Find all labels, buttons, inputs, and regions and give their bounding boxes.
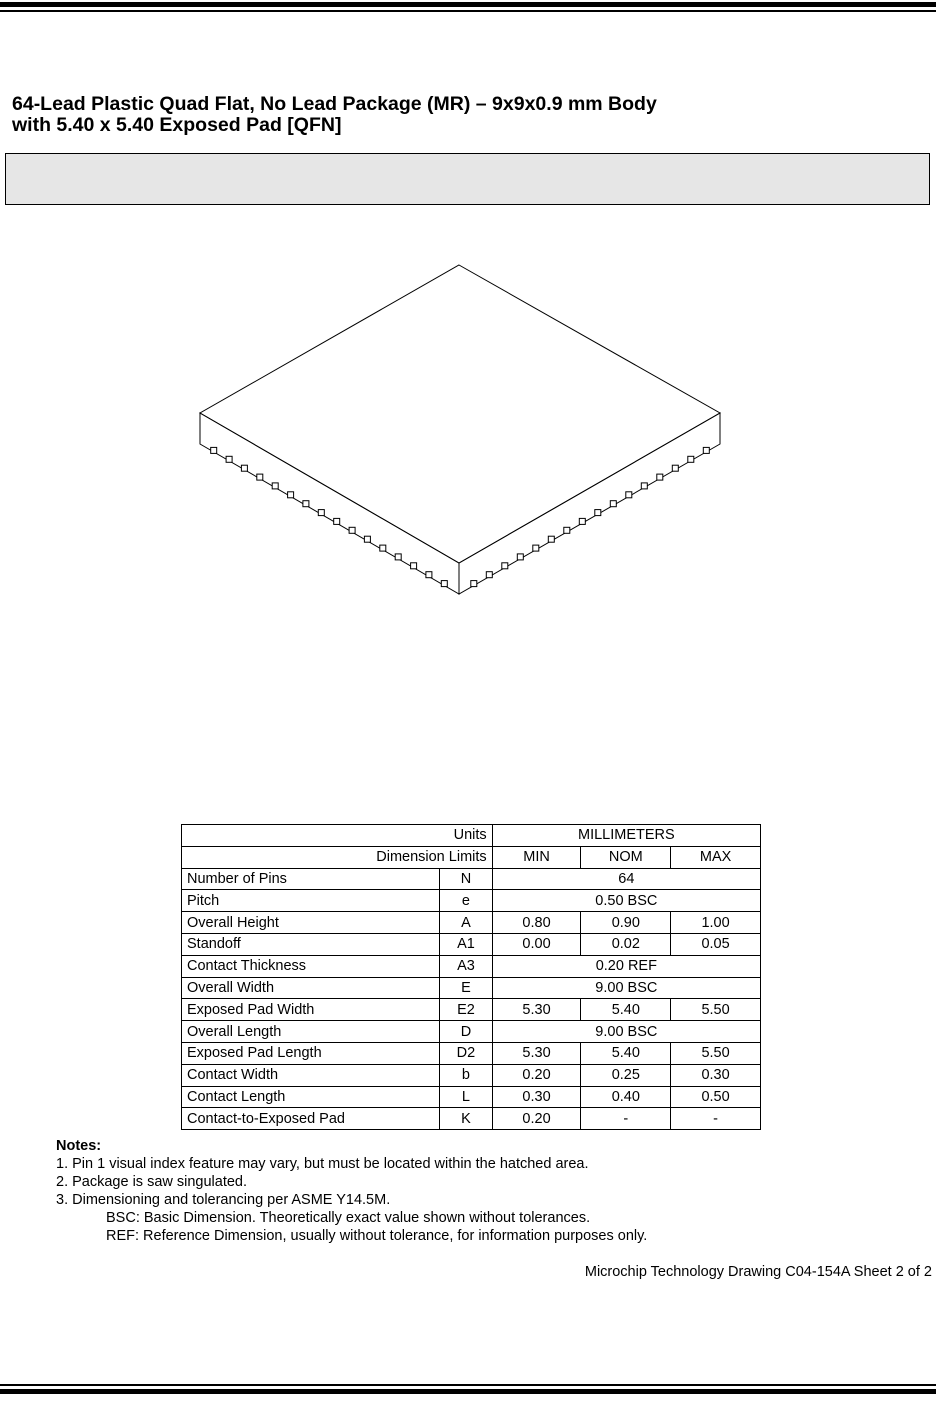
table-row <box>182 933 761 955</box>
table-header-units-row <box>182 825 761 847</box>
row-min: 5.30 <box>492 1042 581 1064</box>
col-min-header: MIN <box>492 846 581 868</box>
title-line-1: 64-Lead Plastic Quad Flat, No Lead Package (MR) – 9x9x0.9 mm Body <box>12 93 657 115</box>
contact-pad <box>486 572 492 578</box>
row-nom: 0.02 <box>581 933 671 955</box>
package-right-face <box>459 413 720 594</box>
contact-pad <box>672 465 678 471</box>
contact-pad <box>579 518 585 524</box>
table-row <box>182 977 761 999</box>
row-name: Contact Width <box>182 1064 440 1086</box>
package-left-face <box>200 413 459 594</box>
row-min: 0.20 <box>492 1108 581 1130</box>
row-min: 0.80 <box>492 912 581 934</box>
row-min: 0.20 <box>492 1064 581 1086</box>
row-symbol: N <box>440 868 492 890</box>
row-name: Pitch <box>182 890 440 912</box>
dimensions-table <box>181 824 761 1130</box>
contact-pad <box>288 492 294 498</box>
contact-pad <box>364 536 370 542</box>
row-min: 0.30 <box>492 1086 581 1108</box>
package-top-face <box>200 265 720 563</box>
row-value-span: 0.20 REF <box>492 955 760 977</box>
notes-section <box>56 1137 647 1245</box>
contact-pad <box>318 510 324 516</box>
row-symbol: e <box>440 890 492 912</box>
right-side-contacts <box>471 447 710 586</box>
row-nom: - <box>581 1108 671 1130</box>
contact-pad <box>380 545 386 551</box>
table-row <box>182 912 761 934</box>
row-max: 0.05 <box>671 933 761 955</box>
row-value-span: 64 <box>492 868 760 890</box>
contact-pad <box>564 527 570 533</box>
note-1: 1. Pin 1 visual index feature may vary, but must be located within the hatched area. <box>56 1156 589 1172</box>
row-nom: 0.40 <box>581 1086 671 1108</box>
row-value-span: 9.00 BSC <box>492 977 760 999</box>
contact-pad <box>703 447 709 453</box>
row-symbol: A3 <box>440 955 492 977</box>
row-max: 0.50 <box>671 1086 761 1108</box>
note-ref: REF: Reference Dimension, usually without tolerance, for information purposes only. <box>106 1228 648 1244</box>
table-row <box>182 999 761 1021</box>
contact-pad <box>426 572 432 578</box>
row-min: 0.00 <box>492 933 581 955</box>
contact-pad <box>595 510 601 516</box>
contact-pad <box>257 474 263 480</box>
row-name: Overall Height <box>182 912 440 934</box>
table-row <box>182 1042 761 1064</box>
row-symbol: E <box>440 977 492 999</box>
contact-pad <box>334 518 340 524</box>
row-name: Contact-to-Exposed Pad <box>182 1108 440 1130</box>
note-2: 2. Package is saw singulated. <box>56 1174 248 1190</box>
table-header-limits-row <box>182 846 761 868</box>
contact-pad <box>548 536 554 542</box>
left-side-contacts <box>211 447 448 586</box>
row-nom: 0.25 <box>581 1064 671 1086</box>
contact-pad <box>272 483 278 489</box>
title-line-2: with 5.40 x 5.40 Exposed Pad [QFN] <box>12 114 342 136</box>
contact-pad <box>226 456 232 462</box>
contact-pad <box>411 563 417 569</box>
row-name: Contact Length <box>182 1086 440 1108</box>
row-name: Number of Pins <box>182 868 440 890</box>
row-nom: 0.90 <box>581 912 671 934</box>
table-row <box>182 955 761 977</box>
row-max: 0.30 <box>671 1064 761 1086</box>
row-symbol: K <box>440 1108 492 1130</box>
contact-pad <box>441 581 447 587</box>
row-name: Contact Thickness <box>182 955 440 977</box>
contact-pad <box>533 545 539 551</box>
row-nom: 5.40 <box>581 999 671 1021</box>
row-value-span: 9.00 BSC <box>492 1021 760 1043</box>
contact-pad <box>395 554 401 560</box>
row-symbol: A1 <box>440 933 492 955</box>
contact-pad <box>471 581 477 587</box>
table-row <box>182 890 761 912</box>
table-row <box>182 1108 761 1130</box>
units-value: MILLIMETERS <box>492 825 760 847</box>
row-name: Overall Length <box>182 1021 440 1043</box>
row-symbol: E2 <box>440 999 492 1021</box>
contact-pad <box>502 563 508 569</box>
contact-pad <box>657 474 663 480</box>
row-max: 1.00 <box>671 912 761 934</box>
row-value-span: 0.50 BSC <box>492 890 760 912</box>
row-symbol: D2 <box>440 1042 492 1064</box>
row-symbol: D <box>440 1021 492 1043</box>
row-symbol: L <box>440 1086 492 1108</box>
row-name: Standoff <box>182 933 440 955</box>
table-row <box>182 1021 761 1043</box>
drawing-reference: Microchip Technology Drawing C04-154A Sheet 2 of 2 <box>584 1264 932 1280</box>
contact-pad <box>641 483 647 489</box>
contact-pad <box>303 501 309 507</box>
notes-header: Notes: <box>56 1138 102 1154</box>
contact-pad <box>211 447 217 453</box>
row-name: Overall Width <box>182 977 440 999</box>
row-max: 5.50 <box>671 1042 761 1064</box>
row-max: - <box>671 1108 761 1130</box>
contact-pad <box>349 527 355 533</box>
bottom-rule-thick <box>0 1389 936 1394</box>
row-name: Exposed Pad Length <box>182 1042 440 1064</box>
contact-pad <box>688 456 694 462</box>
bottom-rule-thin <box>0 1384 936 1386</box>
contact-pad <box>517 554 523 560</box>
row-nom: 5.40 <box>581 1042 671 1064</box>
table-row <box>182 868 761 890</box>
note-3: 3. Dimensioning and tolerancing per ASME Y14.5M. <box>56 1192 391 1208</box>
row-symbol: b <box>440 1064 492 1086</box>
row-min: 5.30 <box>492 999 581 1021</box>
table-row <box>182 1086 761 1108</box>
row-name: Exposed Pad Width <box>182 999 440 1021</box>
col-max-header: MAX <box>671 846 761 868</box>
contact-pad <box>241 465 247 471</box>
col-nom-header: NOM <box>581 846 671 868</box>
row-symbol: A <box>440 912 492 934</box>
table-row <box>182 1064 761 1086</box>
units-label: Units <box>182 825 493 847</box>
dimension-limits-label: Dimension Limits <box>182 846 493 868</box>
note-bsc: BSC: Basic Dimension. Theoretically exact value shown without tolerances. <box>106 1210 591 1226</box>
contact-pad <box>626 492 632 498</box>
contact-pad <box>610 501 616 507</box>
row-max: 5.50 <box>671 999 761 1021</box>
